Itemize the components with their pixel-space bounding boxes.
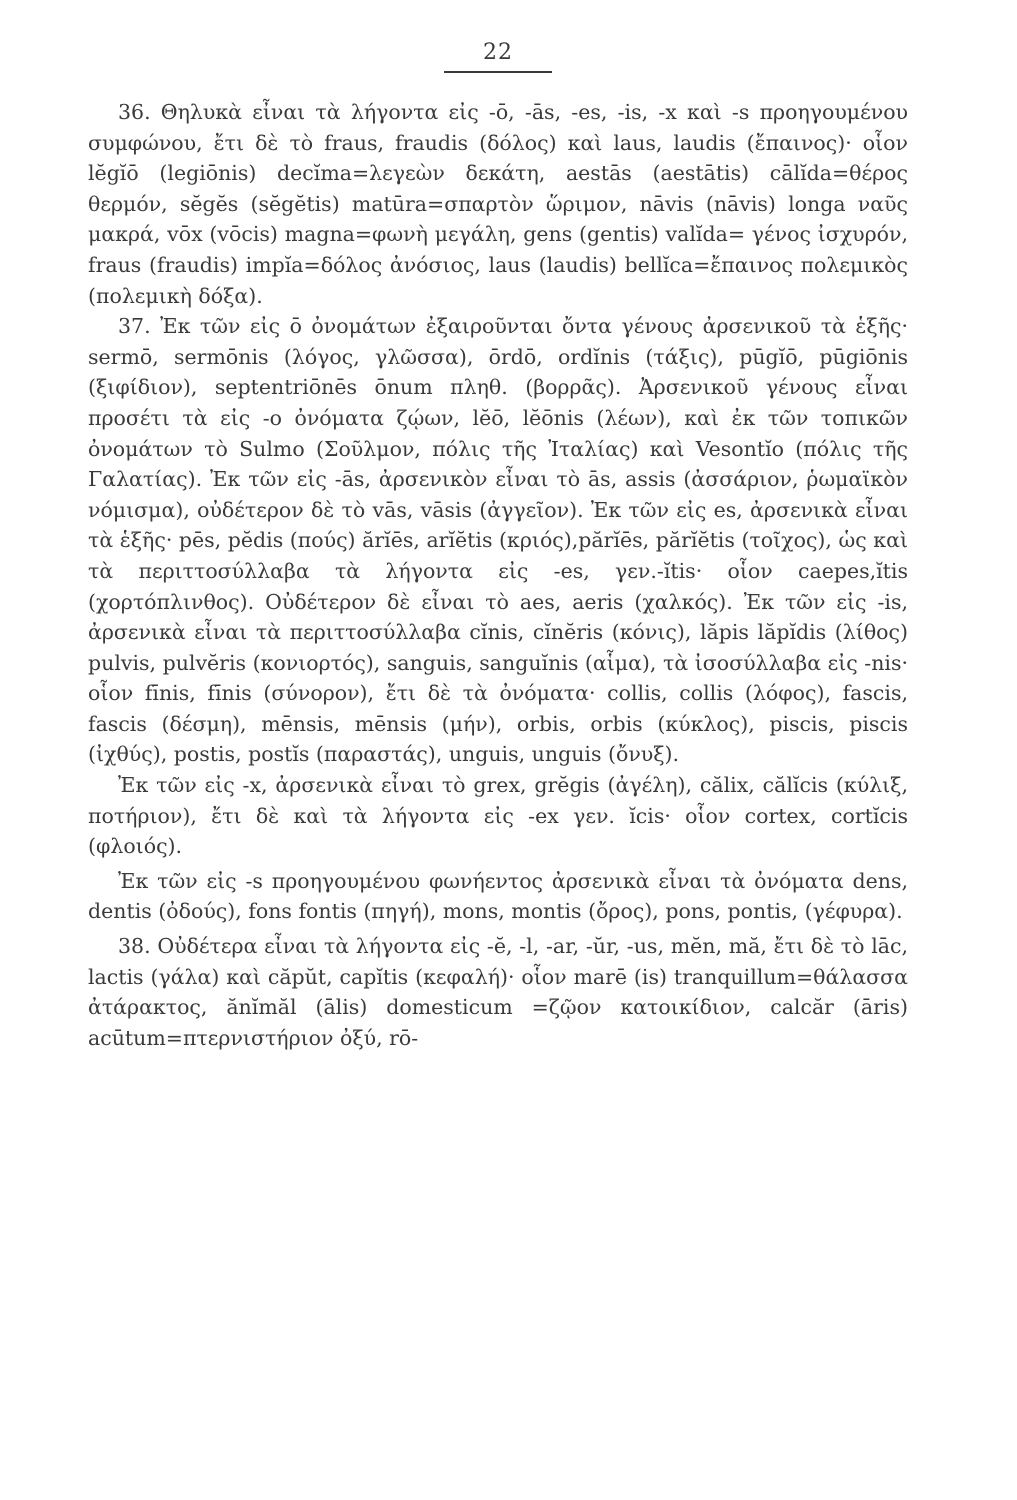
section-37-paragraph: 37. Ἐκ τῶν εἰς ō ὀνομάτων ἐξαιροῦνται ὄντα γένους ἀρσενικοῦ τὰ ἑξῆς· sermō, sermōnis (λόγος, γλῶσσα), ōrdō, ordĭnis (τάξις), pūgĭō, pūgiōnis (ξιφίδιον), septentriōnēs ōnum πληθ. (βορρᾶς). Ἀρσενικοῦ γένους εἶναι προσέτι τὰ εἰς -ο ὀνόματα ζῴων, lĕō, lĕōnis (λέων), καὶ ἐκ τῶν τοπικῶν ὀνομάτων τὸ Sulmo (Σοῦλμον, πόλις τῆς Ἰταλίας) καὶ Vesontĭo (πόλις τῆς Γαλατίας). Ἐκ τῶν εἰς -ās, ἀρσενικὸν εἶναι τὸ ās, assis (ἀσσάριον, ῥωμαϊκὸν νόμισμα), οὐδέτερον δὲ τὸ vās, vāsis (ἀγγεῖον). Ἐκ τῶν εἰς es, ἀρσενικὰ εἶναι τὰ ἑξῆς· pēs, pĕdis (πούς) ărĭēs, arĭĕtis (κριός),părĭēs, părĭĕtis (τοῖχος), ὡς καὶ τὰ περιττοσύλλαβα τὰ λήγοντα εἰς -es, γεν.-ĭtis· οἷον caepes,ĭtis (χορτόπλινθος). Οὐδέτερον δὲ εἶναι τὸ aes, aeris (χαλκός). Ἐκ τῶν εἰς -is, ἀρσενικὰ εἶναι τὰ περιττοσύλλαβα cĭnis, cĭnĕris (κόνις), lăpis lăpĭdis (λίθος) pulvis, pulvĕris (κονιορτός), sanguis, sanguĭnis (αἷμα), τὰ ἰσοσύλλαβα εἰς -nis· οἷον fīnis, fīnis (σύνορον), ἔτι δὲ τὰ ὀνόματα· collis, collis (λόφος), fascis, fascis (δέσμη), mēnsis, mēnsis (μήν), orbis, orbis (κύκλος), piscis, piscis (ἰχθύς), postis, postĭs (παραστάς), unguis, unguis (ὄνυξ). bbox=[88, 314, 908, 767]
header-rule bbox=[444, 71, 552, 73]
x-endings-paragraph: Ἐκ τῶν εἰς -x, ἀρσενικὰ εἶναι τὸ grex, grĕgis (ἀγέλη), călix, călĭcis (κύλιξ, ποτήριον), ἔτι δὲ καὶ τὰ λήγοντα εἰς -ex γεν. ĭcis· οἷον cortex, cortĭcis (φλοιός). bbox=[88, 773, 908, 859]
s-endings-paragraph: Ἐκ τῶν εἰς -s προηγουμένου φωνήεντος ἀρσενικὰ εἶναι τὰ ὀνόματα dens, dentis (ὀδούς), fons fontis (πηγή), mons, montis (ὄρος), pons, pontis, (γέφυρα). bbox=[88, 868, 908, 924]
section-36-paragraph: 36. Θηλυκὰ εἶναι τὰ λήγοντα εἰς -ō, -ās, -es, -is, -x καὶ -s προηγουμένου συμφώνου, ἔτι δὲ τὸ fraus, fraudis (δόλος) καὶ laus, laudis (ἔπαινος)· οἷον lĕgĭō (legiōnis) decĭma=λεγεὼν δεκάτη, aestās (aestātis) cālĭda=θέρος θερμόν, sĕgĕs (sĕgĕtis) matūra=σπαρτὸν ὥριμον, nāvis (nāvis) longa ναῦς μακρά, vōx (vōcis) magna=φωνὴ μεγάλη, gens (gentis) valĭda= γένος ἰσχυρόν, fraus (fraudis) impĭa=δόλος ἀνόσιος, laus (laudis) bellĭca=ἔπαινος πολεμικὸς (πολεμικὴ δόξα). bbox=[88, 100, 908, 308]
book-page bbox=[88, 40, 908, 1053]
section-38-paragraph: 38. Οὐδέτερα εἶναι τὰ λήγοντα εἰς -ĕ, -l, -ar, -ŭr, -us, mĕn, mă, ἔτι δὲ τὸ lāc, lactis (γάλα) καὶ căpŭt, capĭtis (κεφαλή)· οἷον marē (is) tranquillum=θάλασσα ἀτάρακτος, ănĭmăl (ālis) domesticum =ζῷον κατοικίδιον, calcăr (āris) acūtum=πτερνιστήριον ὀξύ, rō- bbox=[88, 934, 908, 1050]
page-number: 22 bbox=[483, 40, 513, 65]
